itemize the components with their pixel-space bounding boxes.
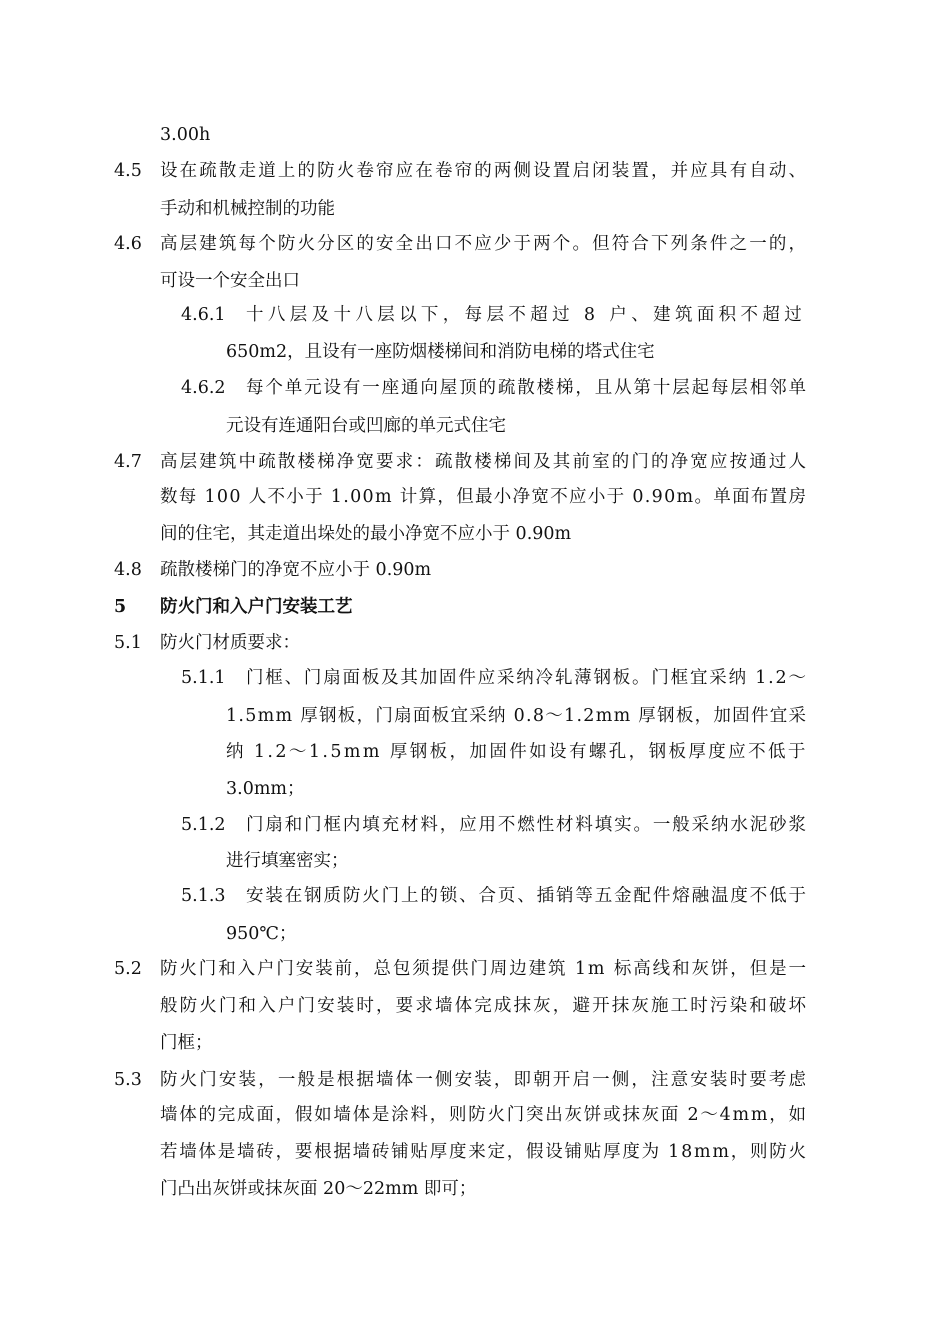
- text-line: 疏散楼梯门的净宽不应小于 0.90m: [160, 560, 432, 580]
- item-number: 5.1: [114, 633, 142, 653]
- text-line: 门框、门扇面板及其加固件应采纳冷轧薄钢板。门框宜采纳 1.2～: [246, 668, 808, 688]
- text-line: 防火门和入户门安装前，总包须提供门周边建筑 1m 标高线和灰饼，但是一: [160, 959, 808, 979]
- text-line: 进行填塞密实；: [226, 851, 349, 871]
- text-line: 3.0mm；: [226, 779, 305, 799]
- text-line: 950℃；: [226, 924, 297, 944]
- item-number: 4.6.2: [181, 378, 226, 398]
- section-heading: 防火门和入户门安装工艺: [160, 597, 353, 617]
- text-line: 门框；: [160, 1033, 213, 1053]
- text-line: 般防火门和入户门安装时，要求墙体完成抹灰，避开抹灰施工时污染和破坏: [160, 996, 809, 1016]
- text-line: 元设有连通阳台或凹廊的单元式住宅: [226, 416, 506, 436]
- text-line: 防火门材质要求：: [160, 633, 300, 653]
- item-number: 4.6: [114, 234, 142, 254]
- text-line: 数每 100 人不小于 1.00m 计算，但最小净宽不应小于 0.90m。单面布置房: [160, 487, 808, 507]
- text-line: 每个单元设有一座通向屋顶的疏散楼梯，且从第十层起每层相邻单: [246, 378, 808, 398]
- text-line: 间的住宅，其走道出垛处的最小净宽不应小于 0.90m: [160, 524, 572, 544]
- text-line: 安装在钢质防火门上的锁、合页、插销等五金配件熔融温度不低于: [246, 886, 808, 906]
- item-number: 5.1.1: [181, 668, 226, 688]
- item-number: 4.8: [114, 560, 142, 580]
- text-line: 1.5mm 厚钢板，门扇面板宜采纳 0.8～1.2mm 厚钢板，加固件宜采: [226, 706, 808, 726]
- text-line: 设在疏散走道上的防火卷帘应在卷帘的两侧设置启闭装置，并应具有自动、: [160, 161, 809, 181]
- text-line: 墙体的完成面，假如墙体是涂料，则防火门突出灰饼或抹灰面 2～4mm，如: [160, 1105, 808, 1125]
- item-number: 5.3: [114, 1070, 142, 1090]
- item-number: 5.1.2: [181, 815, 226, 835]
- text-line: 门凸出灰饼或抹灰面 20～22mm 即可；: [160, 1179, 477, 1199]
- item-number: 5.1.3: [181, 886, 226, 906]
- text-line: 十八层及十八层以下，每层不超过 8 户、建筑面积不超过: [246, 305, 807, 325]
- text-line: 650m2，且设有一座防烟楼梯间和消防电梯的塔式住宅: [226, 342, 655, 362]
- item-number: 5.2: [114, 959, 142, 979]
- text-line: 门扇和门框内填充材料，应用不燃性材料填实。一般采纳水泥砂浆: [246, 815, 808, 835]
- item-number: 4.5: [114, 161, 142, 181]
- item-number: 4.6.1: [181, 305, 226, 325]
- section-number: 5: [114, 597, 127, 617]
- text-line: 可设一个安全出口: [160, 271, 300, 291]
- text-line: 防火门安装，一般是根据墙体一侧安装，即朝开启一侧，注意安装时要考虑: [160, 1070, 809, 1090]
- text-line: 3.00h: [160, 125, 211, 145]
- text-line: 若墙体是墙砖，要根据墙砖铺贴厚度来定，假设铺贴厚度为 18mm，则防火: [160, 1142, 808, 1162]
- text-line: 高层建筑中疏散楼梯净宽要求：疏散楼梯间及其前室的门的净宽应按通过人: [160, 452, 809, 472]
- text-line: 手动和机械控制的功能: [160, 199, 335, 219]
- text-line: 纳 1.2～1.5mm 厚钢板，加固件如设有螺孔，钢板厚度应不低于: [226, 742, 808, 762]
- item-number: 4.7: [114, 452, 142, 472]
- text-line: 高层建筑每个防火分区的安全出口不应少于两个。但符合下列条件之一的，: [160, 234, 809, 254]
